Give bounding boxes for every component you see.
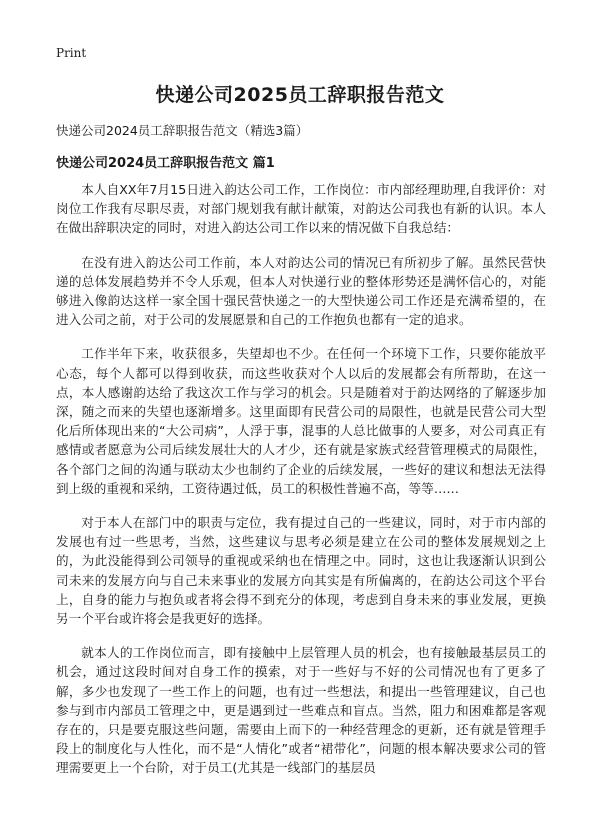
document-title: 快递公司2025员工辞职报告范文 [155, 84, 445, 106]
document-body [56, 180, 546, 793]
print-link[interactable]: Print [56, 46, 87, 60]
paragraph-2: 在没有进入韵达公司工作前，本人对韵达公司的情况已有所初步了解。虽然民营快递的总体发展趋势并不令人乐观，但本人对快递行业的整体形势还是满怀信心的，对能够进入像韵达这样一家全国十强民营快递之一的大型快递公司工作还是充满希望的，在进入公司之前，对于公司的发展愿景和自己的工作抱负也都有一定的追求。 [56, 254, 546, 328]
document-subtitle: 快递公司2024员工辞职报告范文（精选3篇） [56, 123, 309, 138]
section-heading: 快递公司2024员工辞职报告范文 篇1 [56, 156, 275, 171]
paragraph-5: 就本人的工作岗位而言，即有接触中上层管理人员的机会，也有接触最基层员工的机会，通过这段时间对自身工作的摸索，对于一些好与不好的公司情况也有了更多了解，多少也发现了一些工作上的问题，也有过一些想法，和提出一些管理建议，自己也参与到市内部员工管理之中，更是遇到过一些难点和盲点。当然，阻力和困难都是客观存在的，只是要克服这些问题，需要由上而下的一种经营理念的更新，还有就是管理手段上的制度化与人性化，而不是“人情化”或者“裙带化”，问题的根本解决要求公司的管理需要更上一个台阶，对于员工(尤其是一线部门的基层员 [56, 645, 546, 776]
paragraph-3: 工作半年下来，收获很多，失望却也不少。在任何一个环境下工作，只要你能放平心态，每个人都可以得到收获，而这些收获对个人以后的发展都会有所帮助，在这一点，本人感谢韵达给了我这次工作与学习的机会。只是随着对于韵达网络的了解逐步加深，随之而来的失望也逐渐增多。这里面即有民营公司的局限性，也就是民营公司大型化后所体现出来的“大公司病”，人浮于事，混事的人总比做事的人要多，对公司真正有感情或者愿意为公司后续发展壮大的人才少，还有就是家族式经营管理模式的局限性，各个部门之间的沟通与联动太少也制约了企业的后续发展，一些好的建议和想法无法得到上级的重视和采纳，工资待遇过低，员工的积极性普遍不高，等等…… [56, 346, 546, 496]
paragraph-1: 本人自XX年7月15日进入韵达公司工作，工作岗位：市内部经理助理,自我评价：对岗位工作我有尽职尽责，对部门规划我有献计献策，对韵达公司我也有新的认识。本人在做出辞职决定的同时，对进入韵达公司工作以来的情况做下自我总结： [56, 182, 546, 236]
paragraph-4: 对于本人在部门中的职责与定位，我有提过自己的一些建议，同时，对于市内部的发展也有过一些思考，当然，这些建议与思考必须是建立在公司的整体发展规划之上的，为此没能得到公司领导的重视或采纳也在情理之中。同时，这也让我逐渐认识到公司未来的发展方向与自己未来事业的发展方向其实是有所偏离的，在韵达公司这个平台上，自身的能力与抱负或者将会得不到充分的体现，考虑到自身未来的事业发展，更换另一个平台或许将会是我更好的选择。 [56, 515, 546, 627]
